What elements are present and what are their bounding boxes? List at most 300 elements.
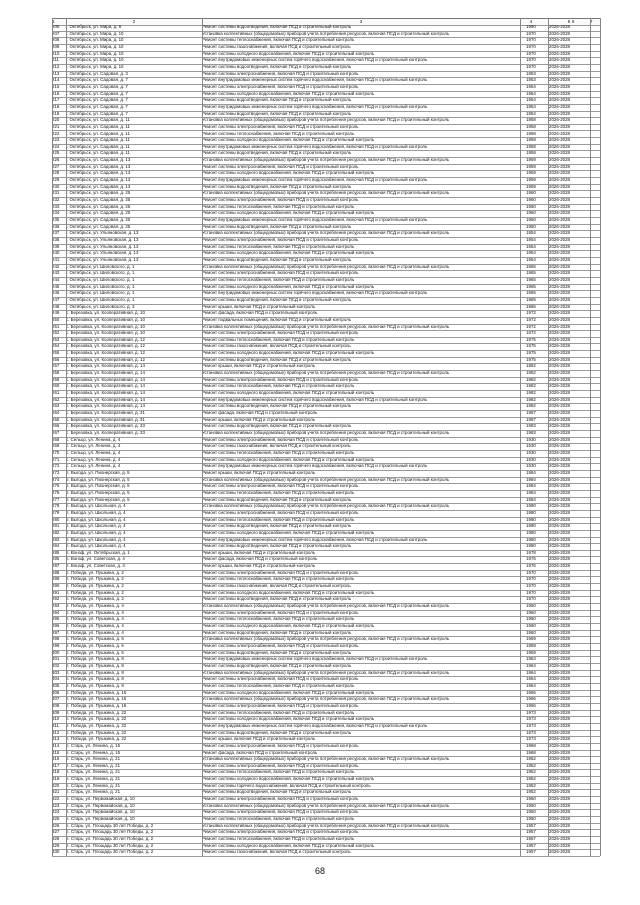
year-built-cell: 1959 [526, 157, 536, 163]
work-type-cell: Ремонт системы водоотведения, включая ПСД и строительный контроль [202, 110, 352, 116]
year-built-cell: 1960 [526, 197, 536, 203]
period-cell: 2026-2028 [549, 276, 570, 282]
address-cell: п. Победа, ул. Пушкина, д. 4 [66, 609, 124, 615]
address-cell: с. Сельцо, ул. Ленина, д. 4 [66, 456, 121, 462]
row-number-cell: 236 [52, 223, 60, 229]
row-number-cell: 310 [52, 716, 60, 722]
row-number-cell: 309 [52, 709, 60, 715]
address-cell: с. Березовка, ул. Кооперативная, д. 10 [66, 316, 145, 322]
period-cell: 2026-2028 [549, 403, 570, 409]
row-number-cell: 287 [52, 563, 60, 569]
period-cell: 2026-2028 [549, 77, 570, 83]
address-cell: п. Старь, ул. Ленина, д. 21 [66, 762, 121, 768]
header-col-3: 3 [359, 19, 363, 24]
year-built-cell: 1970 [526, 596, 536, 602]
address-cell: с. Березовка, ул. Кооперативная, д. 14 [66, 376, 145, 382]
address-cell: с. Березовка, ул. Кооперативная, д. 14 [66, 363, 145, 369]
period-cell: 2026-2028 [549, 416, 570, 422]
period-cell: 2026-2028 [549, 30, 570, 36]
period-cell: 2026-2028 [549, 203, 570, 209]
row-number-cell: 258 [52, 370, 60, 376]
row-number-cell: 255 [52, 350, 60, 356]
row-number-cell: 217 [52, 97, 60, 103]
year-built-cell: 1930 [526, 449, 536, 455]
work-type-cell: Ремонт крыши, включая ПСД и строительный контроль [202, 416, 316, 422]
period-cell: 2026-2028 [549, 589, 570, 595]
work-type-cell: Ремонт системы водоотведения, включая ПСД и строительный контроль [202, 296, 352, 302]
year-built-cell: 1964 [526, 656, 536, 662]
work-type-cell: Установка коллективных (общедомовых) приборов учета потребления ресурсов, включая ПСД и строительный контроль [202, 696, 450, 702]
column-divider [202, 18, 203, 856]
year-built-cell: 1954 [526, 236, 536, 242]
row-number-cell: 284 [52, 543, 60, 549]
row-number-cell: 307 [52, 696, 60, 702]
work-type-cell: Ремонт крыши, включая ПСД и строительный контроль [202, 469, 316, 475]
row-number-cell: 228 [52, 170, 60, 176]
address-cell: п. Старь, ул. Ленина, д. 21 [66, 782, 121, 788]
period-cell: 2026-2028 [549, 476, 570, 482]
row-number-cell: 231 [52, 190, 60, 196]
year-built-cell: 1960 [526, 616, 536, 622]
work-type-cell: Ремонт системы водоотведения, включая ПСД и строительный контроль [202, 356, 352, 362]
row-number-cell: 233 [52, 203, 60, 209]
year-built-cell: 1954 [526, 243, 536, 249]
year-built-cell: 1958 [526, 130, 536, 136]
work-type-cell: Ремонт системы теплоснабжения, включая ПСД и строительный контроль [202, 769, 355, 775]
year-built-cell: 1982 [526, 383, 536, 389]
row-number-cell: 251 [52, 323, 60, 329]
year-built-cell: 1950 [526, 802, 536, 808]
work-type-cell: Ремонт системы теплоснабжения, включая ПСД и строительный контроль [202, 682, 355, 688]
address-cell: п. Победа, ул. Пушкина, д. 22 [66, 709, 127, 715]
address-cell: г. Октябрьск, ул. Мира, д. 10 [66, 43, 124, 49]
year-built-cell: 1970 [526, 583, 536, 589]
address-cell: г. Октябрьск, ул. Садовая, д. 13 [66, 157, 131, 163]
year-built-cell: 1980 [526, 503, 536, 509]
year-built-cell: 1958 [526, 143, 536, 149]
header-col-2: 2 [132, 19, 136, 24]
work-type-cell: Ремонт системы теплоснабжения, включая ПСД и строительный контроль [202, 336, 355, 342]
period-cell: 2026-2028 [549, 157, 570, 163]
period-cell: 2026-2028 [549, 529, 570, 535]
work-type-cell: Установка коллективных (общедомовых) приборов учета потребления ресурсов, включая ПСД и строительный контроль [202, 370, 450, 376]
address-cell: г. Октябрьск, ул. Шиловского, д. 1 [66, 263, 135, 269]
period-cell: 2026-2028 [549, 316, 570, 322]
row-number-cell: 297 [52, 629, 60, 635]
work-type-cell: Ремонт системы водоотведения, включая ПСД и строительный контроль [202, 543, 352, 549]
work-type-cell: Ремонт системы теплоснабжения, включая ПСД и строительный контроль [202, 576, 355, 582]
year-built-cell: 1957 [526, 822, 536, 828]
row-number-cell: 239 [52, 243, 60, 249]
year-built-cell: 1952 [526, 776, 536, 782]
address-cell: п. Выгода, ул. Школьная, д. 4 [66, 543, 126, 549]
row-number-cell: 296 [52, 623, 60, 629]
row-number-cell: 324 [52, 809, 60, 815]
row-number-cell: 210 [52, 50, 60, 56]
row-number-cell: 270 [52, 449, 60, 455]
address-cell: г. Октябрьск, ул. Садовая, д. 11 [66, 150, 130, 156]
work-type-cell: Ремонт внутридомовых инженерных систем горячего водоснабжения, включая ПСД и строительный контроль [202, 536, 428, 542]
year-built-cell: 1975 [526, 343, 536, 349]
address-cell: п. Старь, ул. Ленина, д. 21 [66, 789, 121, 795]
address-cell: п. Вонзф, ул. Октябрьская, д. 1 [66, 549, 130, 555]
row-number-cell: 246 [52, 290, 60, 296]
work-type-cell: Ремонт системы водоотведения, включая ПСД и строительный контроль [202, 496, 352, 502]
year-built-cell: 1950 [526, 809, 536, 815]
year-built-cell: 1960 [526, 24, 536, 29]
work-type-cell: Ремонт системы водоотведения, включая ПСД и строительный контроль [202, 24, 352, 29]
period-cell: 2026-2028 [549, 709, 570, 715]
address-cell: п. Победа, ул. Пушкина, д. 4 [66, 623, 124, 629]
row-number-cell: 230 [52, 183, 60, 189]
address-cell: с. Березовка, ул. Кооперативная, д. 12 [66, 350, 145, 356]
period-cell: 2026-2028 [549, 110, 570, 116]
year-built-cell: 1957 [526, 829, 536, 835]
period-cell: 2026-2028 [549, 623, 570, 629]
work-type-cell: Ремонт системы теплоснабжения, включая ПСД и строительный контроль [202, 836, 355, 842]
work-type-cell: Ремонт системы электроснабжения, включая ПСД и строительный контроль [202, 83, 359, 89]
work-type-cell: Ремонт системы холодного водоснабжения, включая ПСД и строительный контроль [202, 283, 375, 289]
work-type-cell: Ремонт системы холодного водоснабжения, включая ПСД и строительный контроль [202, 250, 375, 256]
row-number-cell: 222 [52, 130, 60, 136]
address-cell: п. Выгода, ул. Пионерская, д. 5 [66, 469, 130, 475]
address-cell: с. Сельцо, ул. Ленина, д. 4 [66, 449, 121, 455]
period-cell: 2026-2028 [549, 24, 570, 29]
period-cell: 2026-2028 [549, 716, 570, 722]
address-cell: п. Старь, ул. Ленина, д. 21 [66, 756, 121, 762]
year-built-cell: 1984 [526, 489, 536, 495]
year-built-cell: 1930 [526, 443, 536, 449]
period-cell: 2026-2028 [549, 736, 570, 742]
row-number-cell: 207 [52, 30, 60, 36]
page-number: 68 [314, 866, 325, 876]
work-type-cell: Ремонт системы электроснабжения, включая ПСД и строительный контроль [202, 609, 359, 615]
year-built-cell: 1959 [526, 649, 536, 655]
row-number-cell: 289 [52, 576, 60, 582]
address-cell: п. Старь, ул. Площадь 30 лет Победы, д. 2 [66, 849, 154, 855]
address-cell: с. Березовка, ул. Кооперативная, д. 14 [66, 390, 145, 396]
year-built-cell: 1973 [526, 729, 536, 735]
header-col-1: 1 [52, 19, 55, 24]
period-cell: 2026-2028 [549, 290, 570, 296]
address-cell: п. Победа, ул. Пушкина, д. 16 [66, 702, 127, 708]
year-built-cell: 1959 [526, 643, 536, 648]
address-cell: п. Старь, ул. Ленина, д. 21 [66, 769, 121, 775]
year-built-cell: 1976 [526, 556, 536, 562]
work-type-cell: Ремонт системы горячего водоснабжения, включая ПСД и строительный контроль [202, 782, 371, 788]
address-cell: г. Октябрьск, ул. Садовая, д. 13 [66, 177, 131, 183]
row-number-cell: 318 [52, 769, 60, 775]
period-cell: 2026-2028 [549, 163, 570, 169]
work-type-cell: Ремонт системы электроснабжения, включая ПСД и строительный контроль [202, 742, 359, 748]
work-type-cell: Ремонт системы газоснабжения, включая ПСД и строительный контроль [202, 443, 351, 449]
work-type-cell: Ремонт системы теплоснабжения, включая ПСД и строительный контроль [202, 489, 355, 495]
row-number-cell: 237 [52, 230, 60, 236]
year-built-cell: 1975 [526, 336, 536, 342]
work-type-cell: Ремонт системы теплоснабжения, включая ПСД и строительный контроль [202, 816, 355, 822]
period-cell: 2026-2028 [549, 729, 570, 735]
work-type-cell: Ремонт крыши, включая ПСД и строительный контроль [202, 563, 316, 569]
period-cell: 2026-2028 [549, 756, 570, 762]
row-number-cell: 290 [52, 583, 60, 589]
work-type-cell: Ремонт системы холодного водоснабжения, включая ПСД и строительный контроль [202, 623, 375, 629]
work-type-cell: Ремонт системы холодного водоснабжения, включая ПСД и строительный контроль [202, 390, 375, 396]
year-built-cell: 1984 [526, 496, 536, 502]
address-cell: п. Победа, ул. Пушкина, д. 2 [66, 576, 124, 582]
year-built-cell: 1953 [526, 70, 536, 76]
address-cell: г. Октябрьск, ул. Ульяновская, д. 13 [66, 256, 139, 262]
row-number-cell: 245 [52, 283, 60, 289]
row-number-cell: 271 [52, 456, 60, 462]
row-number-cell: 213 [52, 70, 60, 76]
work-type-cell: Ремонт системы электроснабжения, включая ПСД и строительный контроль [202, 809, 359, 815]
address-cell: п. Выгода, ул. Пионерская, д. 5 [66, 496, 130, 502]
row-number-cell: 256 [52, 356, 60, 362]
address-cell: п. Старь, ул. Первомайская, д. 10 [66, 802, 135, 808]
address-cell: г. Октябрьск, ул. Мира, д. 10 [66, 57, 124, 63]
row-number-cell: 281 [52, 523, 60, 529]
year-built-cell: 1982 [526, 390, 536, 396]
row-number-cell: 321 [52, 789, 60, 795]
year-built-cell: 1982 [526, 376, 536, 382]
address-cell: п. Победа, ул. Пушкина, д. 6 [66, 643, 124, 648]
address-cell: г. Октябрьск, ул. Садовая, д. 25 [66, 210, 131, 216]
work-type-cell: Ремонт системы теплоснабжения, включая ПСД и строительный контроль [202, 449, 355, 455]
period-cell: 2026-2028 [549, 350, 570, 356]
period-cell: 2026-2028 [549, 603, 570, 609]
work-type-cell: Ремонт системы электроснабжения, включая ПСД и строительный контроль [202, 163, 359, 169]
work-type-cell: Ремонт системы холодного водоснабжения, включая ПСД и строительный контроль [202, 137, 375, 143]
year-built-cell: 1959 [526, 183, 536, 189]
period-cell: 2026-2028 [549, 70, 570, 76]
year-built-cell: 1973 [526, 722, 536, 728]
row-number-cell: 225 [52, 150, 60, 156]
row-number-cell: 308 [52, 702, 60, 708]
year-built-cell: 1983 [526, 423, 536, 429]
row-number-cell: 226 [52, 157, 60, 163]
address-cell: г. Октябрьск, ул. Ульяновская, д. 13 [66, 250, 139, 256]
address-cell: п. Победа, ул. Пушкина, д. 16 [66, 696, 127, 702]
year-built-cell: 1982 [526, 396, 536, 402]
row-number-cell: 330 [52, 849, 60, 855]
address-cell: п. Победа, ул. Пушкина, д. 4 [66, 603, 124, 609]
year-built-cell: 1976 [526, 563, 536, 569]
period-cell: 2026-2028 [549, 636, 570, 642]
period-cell: 2026-2028 [549, 836, 570, 842]
year-built-cell: 1959 [526, 170, 536, 176]
work-type-cell: Ремонт системы водоотведения, включая ПСД и строительный контроль [202, 223, 352, 229]
row-number-cell: 220 [52, 117, 60, 123]
address-cell: г. Октябрьск, ул. Садовая, д. 13 [66, 163, 131, 169]
row-number-cell: 322 [52, 796, 60, 802]
period-cell: 2026-2028 [549, 722, 570, 728]
row-number-cell: 316 [52, 756, 60, 762]
period-cell: 2026-2028 [549, 37, 570, 43]
row-number-cell: 257 [52, 363, 60, 369]
period-cell: 2026-2028 [549, 90, 570, 96]
year-built-cell: 1978 [526, 549, 536, 555]
period-cell: 2026-2028 [549, 436, 570, 442]
address-cell: г. Октябрьск, ул. Садовая, д. 11 [66, 123, 130, 129]
work-type-cell: Ремонт системы газоснабжения, включая ПСД и строительный контроль [202, 583, 351, 589]
year-built-cell: 1980 [526, 516, 536, 522]
address-cell: г. Октябрьск, ул. Шиловского, д. 1 [66, 276, 135, 282]
work-type-cell: Ремонт системы водоотведения, включая ПСД и строительный контроль [202, 63, 352, 69]
address-cell: с. Сельцо, ул. Ленина, д. 4 [66, 463, 121, 469]
row-number-cell: 221 [52, 123, 60, 129]
row-number-cell: 214 [52, 77, 60, 83]
row-number-cell: 272 [52, 463, 60, 469]
period-cell: 2026-2028 [549, 576, 570, 582]
row-number-cell: 274 [52, 476, 60, 482]
work-type-cell: Ремонт системы холодного водоснабжения, включая ПСД и строительный контроль [202, 170, 375, 176]
period-cell: 2026-2028 [549, 509, 570, 515]
period-cell: 2026-2028 [549, 696, 570, 702]
year-built-cell: 1982 [526, 370, 536, 376]
year-built-cell: 1973 [526, 716, 536, 722]
row-number-cell: 279 [52, 509, 60, 515]
period-cell: 2026-2028 [549, 190, 570, 196]
address-cell: п. Победа, ул. Пушкина, д. 2 [66, 589, 124, 595]
row-number-cell: 264 [52, 410, 60, 416]
period-cell: 2026-2028 [549, 177, 570, 183]
row-number-cell: 288 [52, 569, 60, 575]
period-cell: 2026-2028 [549, 536, 570, 542]
work-type-cell: Ремонт системы водоотведения, включая ПСД и строительный контроль [202, 403, 352, 409]
address-cell: г. Октябрьск, ул. Садовая, д. 7 [66, 90, 128, 96]
period-cell: 2026-2028 [549, 616, 570, 622]
column-divider [590, 18, 591, 856]
address-cell: с. Березовка, ул. Кооперативная, д. 12 [66, 336, 145, 342]
year-built-cell: 1958 [526, 117, 536, 123]
row-number-cell: 329 [52, 842, 60, 848]
year-built-cell: 1968 [526, 742, 536, 748]
period-cell: 2026-2028 [549, 236, 570, 242]
period-cell: 2026-2028 [549, 390, 570, 396]
period-cell: 2026-2028 [549, 97, 570, 103]
year-built-cell: 1952 [526, 782, 536, 788]
period-cell: 2026-2028 [549, 383, 570, 389]
year-built-cell: 1954 [526, 83, 536, 89]
period-cell: 2026-2028 [549, 323, 570, 329]
work-type-cell: Ремонт системы газоснабжения, включая ПСД и строительный контроль [202, 43, 351, 49]
row-number-cell: 301 [52, 656, 60, 662]
header-col-7: 7 [590, 19, 593, 24]
work-type-cell: Ремонт системы холодного водоснабжения, включая ПСД и строительный контроль [202, 90, 375, 96]
row-number-cell: 278 [52, 503, 60, 509]
column-divider [548, 18, 549, 856]
work-type-cell: Ремонт системы теплоснабжения, включая ПСД и строительный контроль [202, 709, 355, 715]
period-cell: 2026-2028 [549, 130, 570, 136]
period-cell: 2026-2028 [549, 256, 570, 262]
work-type-cell: Ремонт системы водоотведения, включая ПСД и строительный контроль [202, 729, 352, 735]
row-number-cell: 240 [52, 250, 60, 256]
row-number-cell: 260 [52, 383, 60, 389]
address-cell: г. Октябрьск, ул. Шиловского, д. 3 [66, 303, 135, 309]
row-number-cell: 286 [52, 556, 60, 562]
year-built-cell: 1960 [526, 190, 536, 196]
row-number-cell: 234 [52, 210, 60, 216]
period-cell: 2026-2028 [549, 643, 570, 648]
work-type-cell: Ремонт фасада, включая ПСД и строительный контроль [202, 556, 318, 562]
row-number-cell: 314 [52, 742, 60, 748]
address-cell: п. Победа, ул. Пушкина, д. 6 [66, 649, 124, 655]
period-cell: 2026-2028 [549, 516, 570, 522]
year-built-cell: 1960 [526, 217, 536, 223]
work-type-cell: Ремонт системы электроснабжения, включая ПСД и строительный контроль [202, 376, 359, 382]
address-cell: п. Старь, ул. Площадь 30 лет Победы, д. 2 [66, 842, 154, 848]
address-cell: п. Старь, ул. Ленина, д. 15 [66, 742, 121, 748]
row-number-cell: 285 [52, 549, 60, 555]
row-number-cell: 211 [52, 57, 59, 63]
work-type-cell: Ремонт системы холодного водоснабжения, включая ПСД и строительный контроль [202, 210, 375, 216]
row-number-cell: 291 [52, 589, 60, 595]
table-border-right [600, 18, 601, 856]
work-type-cell: Ремонт системы электроснабжения, включая ПСД и строительный контроль [202, 829, 359, 835]
address-cell: с. Березовка, ул. Кооперативная, д. 14 [66, 370, 145, 376]
work-type-cell: Ремонт системы водоотведения, включая ПСД и строительный контроль [202, 150, 352, 156]
row-number-cell: 304 [52, 676, 60, 682]
address-cell: с. Березовка, ул. Кооперативная, д. 12 [66, 343, 145, 349]
row-number-cell: 294 [52, 609, 60, 615]
period-cell: 2026-2028 [549, 829, 570, 835]
period-cell: 2026-2028 [549, 443, 570, 449]
period-cell: 2026-2028 [549, 802, 570, 808]
year-built-cell: 1970 [526, 43, 536, 49]
address-cell: п. Старь, ул. Первомайская, д. 10 [66, 796, 135, 802]
address-cell: п. Выгода, ул. Школьная, д. 4 [66, 503, 126, 509]
work-type-cell: Ремонт внутридомовых инженерных систем горячего водоснабжения, включая ПСД и строительный контроль [202, 396, 428, 402]
period-cell: 2026-2028 [549, 742, 570, 748]
year-built-cell: 1966 [526, 702, 536, 708]
period-cell: 2026-2028 [549, 103, 570, 109]
year-built-cell: 1970 [526, 30, 536, 36]
work-type-cell: Ремонт системы теплоснабжения, включая ПСД и строительный контроль [202, 130, 355, 136]
address-cell: п. Победа, ул. Пушкина, д. 8 [66, 662, 124, 668]
work-type-cell: Установка коллективных (общедомовых) приборов учета потребления ресурсов, включая ПСД и строительный контроль [202, 636, 450, 642]
work-type-cell: Ремонт системы электроснабжения, включая ПСД и строительный контроль [202, 643, 359, 648]
row-number-cell: 259 [52, 376, 60, 382]
address-cell: п. Победа, ул. Пушкина, д. 4 [66, 629, 124, 635]
year-built-cell: 1954 [526, 103, 536, 109]
work-type-cell: Ремонт системы холодного водоснабжения, включая ПСД и строительный контроль [202, 50, 375, 56]
work-type-cell: Ремонт системы электроснабжения, включая ПСД и строительный контроль [202, 123, 359, 129]
work-type-cell: Ремонт системы электроснабжения, включая ПСД и строительный контроль [202, 270, 359, 276]
work-type-cell: Ремонт системы теплоснабжения, включая ПСД и строительный контроль [202, 243, 355, 249]
row-number-cell: 295 [52, 616, 60, 622]
address-cell: п. Старь, ул. Площадь 30 лет Победы, д. 2 [66, 829, 154, 835]
year-built-cell: 1953 [526, 77, 536, 83]
period-cell: 2026-2028 [549, 809, 570, 815]
address-cell: с. Березовка, ул. Кооперативная, д. 10 [66, 323, 145, 329]
period-cell: 2026-2028 [549, 569, 570, 575]
work-type-cell: Ремонт фасада, включая ПСД и строительный контроль [202, 749, 318, 755]
period-cell: 2026-2028 [549, 489, 570, 495]
year-built-cell: 1970 [526, 50, 536, 56]
work-type-cell: Ремонт системы электроснабжения, включая ПСД и строительный контроль [202, 509, 359, 515]
year-built-cell: 1954 [526, 250, 536, 256]
work-type-cell: Ремонт системы электроснабжения, включая ПСД и строительный контроль [202, 197, 359, 203]
work-type-cell: Установка коллективных (общедомовых) приборов учета потребления ресурсов, включая ПСД и строительный контроль [202, 802, 450, 808]
period-cell: 2026-2028 [549, 217, 570, 223]
address-cell: с. Березовка, ул. Кооперативная, д. 10 [66, 310, 145, 316]
year-built-cell: 1980 [526, 529, 536, 535]
work-type-cell: Ремонт системы теплоснабжения, включая ПСД и строительный контроль [202, 516, 355, 522]
year-built-cell: 1930 [526, 456, 536, 462]
address-cell: г. Октябрьск, ул. Садовая, д. 13 [66, 183, 131, 189]
row-number-cell: 306 [52, 689, 60, 695]
header-col-6: 6 [572, 19, 575, 24]
